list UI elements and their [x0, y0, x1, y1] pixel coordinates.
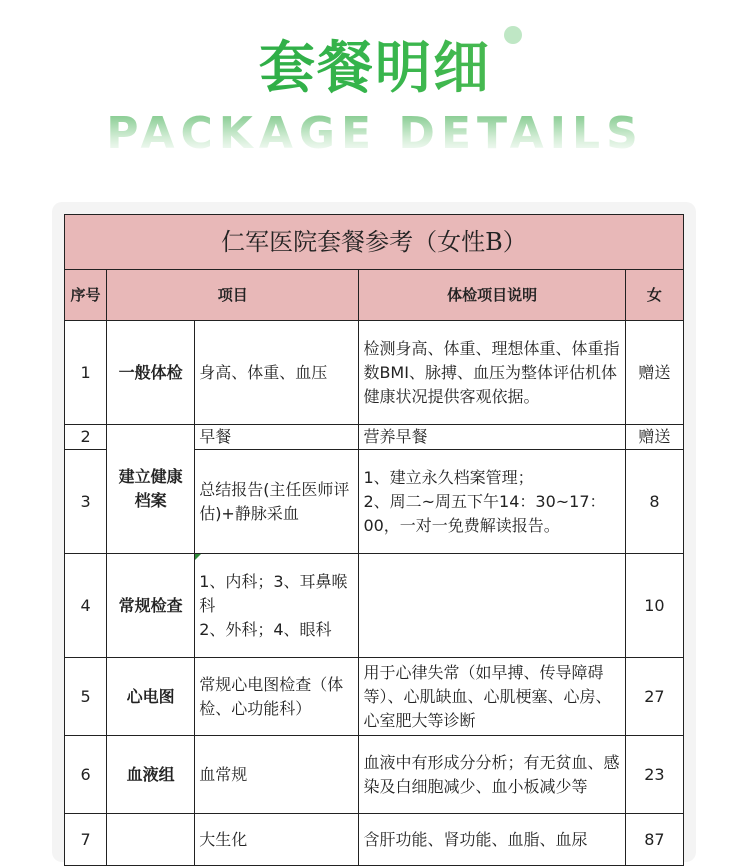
- row-item: 常规心电图检查（体检、心功能科）: [195, 658, 359, 736]
- page-subtitle: PACKAGE DETAILS: [0, 112, 750, 156]
- row-category: 血液组: [107, 736, 195, 814]
- row-category: 建立健康档案: [107, 425, 195, 554]
- header-female: 女: [625, 270, 683, 321]
- row-desc: 检测身高、体重、理想体重、体重指数BMI、脉搏、血压为整体评估机体健康状况提供客观依据。: [359, 321, 625, 425]
- row-female: 10: [625, 554, 683, 658]
- header-item: 项目: [107, 270, 359, 321]
- row-item: 1、内科；3、耳鼻喉科 2、外科；4、眼科: [195, 554, 359, 658]
- row-no: 7: [65, 814, 107, 866]
- row-desc: [359, 554, 625, 658]
- row-item: 大生化: [195, 814, 359, 866]
- table-row: [65, 554, 684, 658]
- row-no: 5: [65, 658, 107, 736]
- row-no: 2: [65, 425, 107, 450]
- table-header-row: [65, 270, 684, 321]
- row-desc: 用于心律失常（如早搏、传导障碍等）、心肌缺血、心肌梗塞、心房、心室肥大等诊断: [359, 658, 625, 736]
- row-no: 4: [65, 554, 107, 658]
- table-row: [65, 425, 684, 450]
- header-no: 序号: [65, 270, 107, 321]
- row-category: 常规检查: [107, 554, 195, 658]
- row-item: 血常规: [195, 736, 359, 814]
- row-female: 87: [625, 814, 683, 866]
- row-category: 心电图: [107, 658, 195, 736]
- row-item: 总结报告(主任医师评估)+静脉采血: [195, 450, 359, 554]
- row-female: 8: [625, 450, 683, 554]
- row-item: 身高、体重、血压: [195, 321, 359, 425]
- header-desc: 体检项目说明: [359, 270, 625, 321]
- row-female: 23: [625, 736, 683, 814]
- row-no: 3: [65, 450, 107, 554]
- row-no: 6: [65, 736, 107, 814]
- table-row: [65, 321, 684, 425]
- table-caption-row: [65, 215, 684, 270]
- row-item: 早餐: [195, 425, 359, 450]
- table-row: [65, 736, 684, 814]
- table-row: [65, 658, 684, 736]
- table-caption: 仁军医院套餐参考（女性B）: [65, 215, 684, 270]
- page-title: 套餐明细: [0, 38, 750, 100]
- row-female: 27: [625, 658, 683, 736]
- row-desc: 营养早餐: [359, 425, 625, 450]
- page-header: [0, 0, 750, 200]
- row-female: 赠送: [625, 425, 683, 450]
- row-no: 1: [65, 321, 107, 425]
- row-category: 一般体检: [107, 321, 195, 425]
- row-female: 赠送: [625, 321, 683, 425]
- row-desc: 血液中有形成分分析；有无贫血、感染及白细胞减少、血小板减少等: [359, 736, 625, 814]
- row-desc: 1、建立永久档案管理； 2、周二~周五下午14：30~17：00，一对一免费解读报告。: [359, 450, 625, 554]
- package-table: [64, 214, 684, 866]
- row-desc: 含肝功能、肾功能、血脂、血尿: [359, 814, 625, 866]
